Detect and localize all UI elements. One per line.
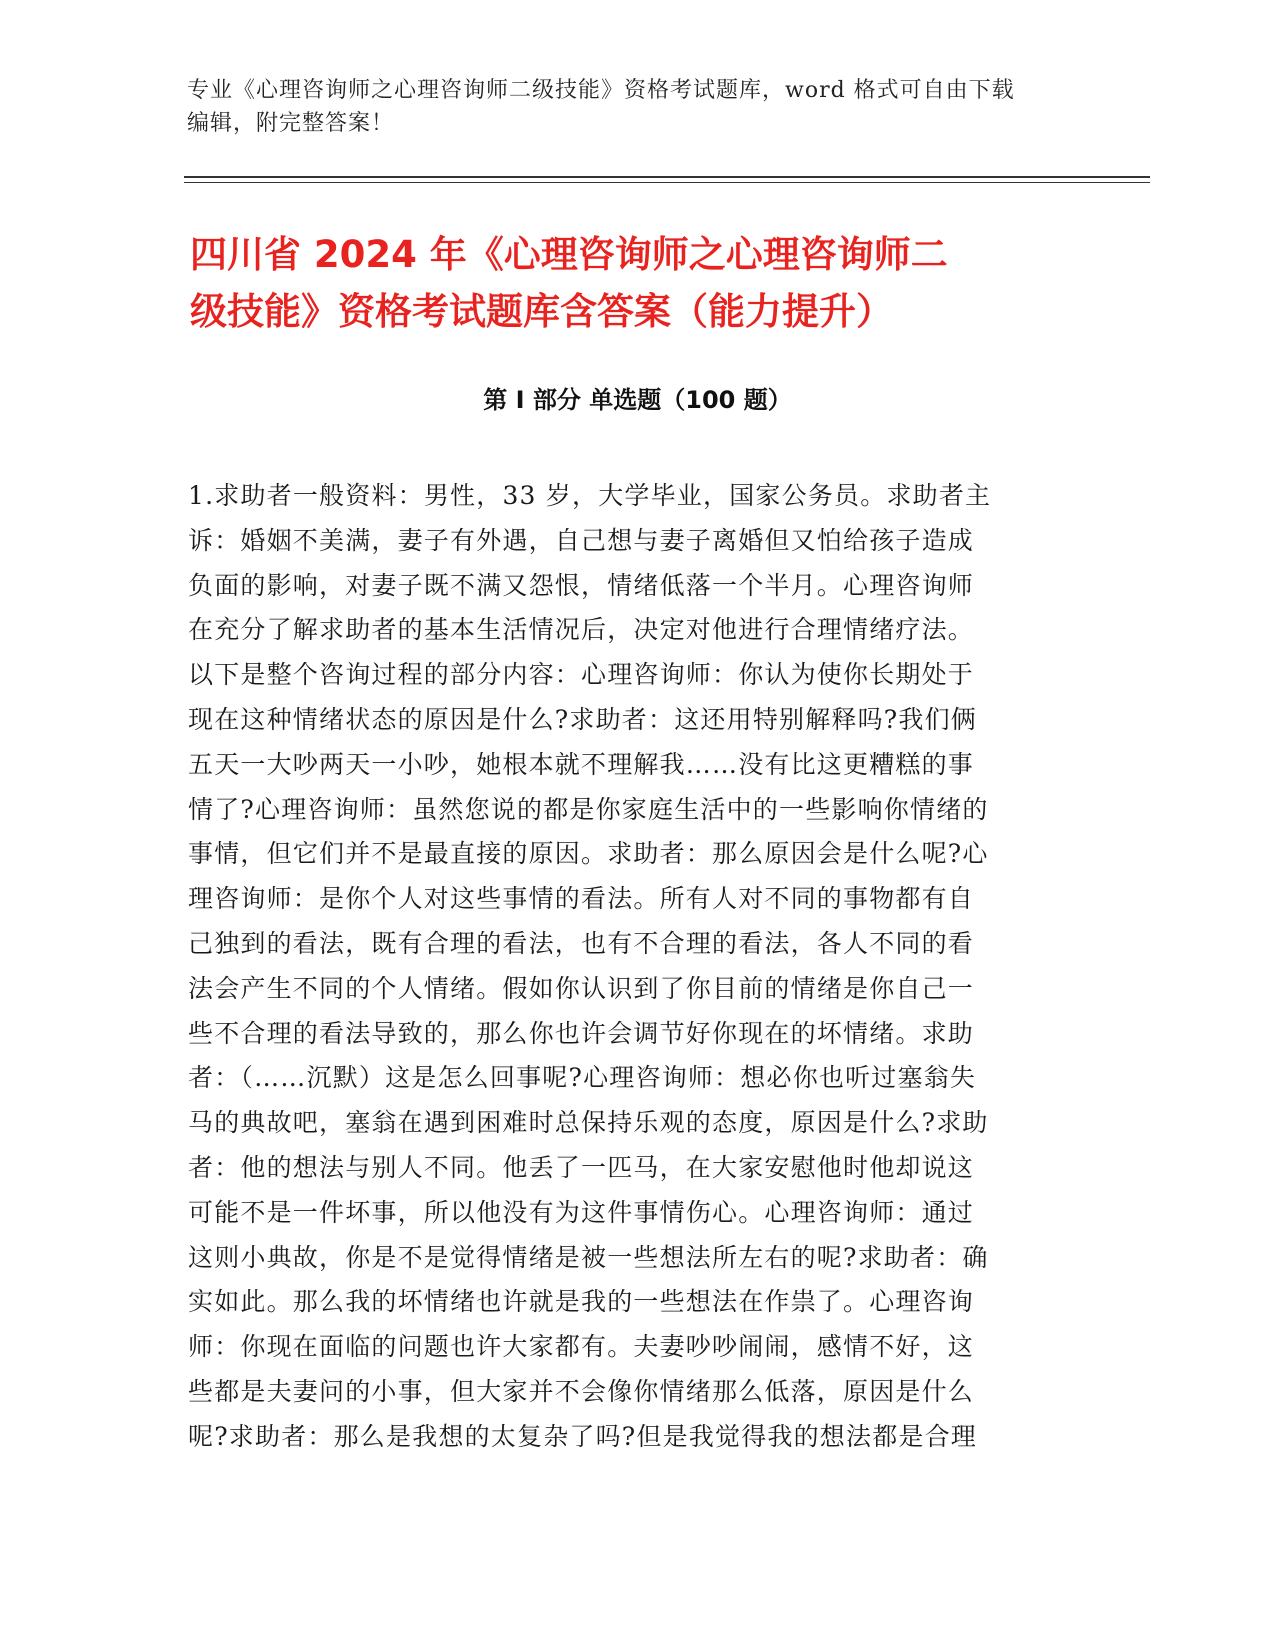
question-line: 情了?心理咨询师：虽然您说的都是你家庭生活中的一些影响你情绪的 bbox=[188, 794, 989, 824]
question-line: 师：你现在面临的问题也许大家都有。夫妻吵吵闹闹，感情不好，这 bbox=[188, 1332, 975, 1362]
question-line: 现在这种情绪状态的原因是什么?求助者：这还用特别解释吗?我们俩 bbox=[188, 704, 978, 734]
question-line: 1.求助者一般资料：男性，33 岁，大学毕业，国家公务员。求助者主 bbox=[188, 481, 992, 510]
question-line: 负面的影响，对妻子既不满又怨恨，情绪低落一个半月。心理咨询师 bbox=[188, 570, 975, 600]
question-line: 己独到的看法，既有合理的看法，也有不合理的看法，各人不同的看 bbox=[188, 928, 975, 958]
question-line: 以下是整个咨询过程的部分内容：心理咨询师：你认为使你长期处于 bbox=[188, 660, 975, 690]
header-divider-thick bbox=[184, 176, 1150, 178]
question-line: 马的典故吧，塞翁在遇到困难时总保持乐观的态度，原因是什么?求助 bbox=[188, 1108, 989, 1138]
question-line: 在充分了解求助者的基本生活情况后，决定对他进行合理情绪疗法。 bbox=[188, 615, 975, 645]
question-line: 事情，但它们并不是最直接的原因。求助者：那么原因会是什么呢?心 bbox=[188, 839, 989, 869]
question-line: 这则小典故，你是不是觉得情绪是被一些想法所左右的呢?求助者：确 bbox=[188, 1242, 989, 1272]
question-line: 可能不是一件坏事，所以他没有为这件事情伤心。心理咨询师：通过 bbox=[188, 1197, 975, 1227]
question-line: 些不合理的看法导致的，那么你也许会调节好你现在的坏情绪。求助 bbox=[188, 1018, 975, 1048]
question-line: 者：他的想法与别人不同。他丢了一匹马，在大家安慰他时他却说这 bbox=[188, 1152, 975, 1182]
question-line: 者：（……沉默）这是怎么回事呢?心理咨询师：想必你也听过塞翁失 bbox=[188, 1063, 977, 1093]
question-1 bbox=[188, 474, 1078, 1460]
question-line: 诉：婚姻不美满，妻子有外遇，自己想与妻子离婚但又怕给孩子造成 bbox=[188, 525, 975, 555]
header-divider-thin bbox=[184, 182, 1150, 183]
question-line: 法会产生不同的个人情绪。假如你认识到了你目前的情绪是你自己一 bbox=[188, 973, 975, 1003]
header-note bbox=[187, 74, 1087, 140]
document-title-line-1: 四川省 2024 年《心理咨询师之心理咨询师二 bbox=[190, 233, 948, 276]
question-line: 五天一大吵两天一小吵，她根本就不理解我……没有比这更糟糕的事 bbox=[188, 749, 975, 779]
document-title bbox=[190, 226, 1090, 340]
question-line: 呢?求助者：那么是我想的太复杂了吗?但是我觉得我的想法都是合理 bbox=[188, 1421, 978, 1451]
document-title-line-2: 级技能》资格考试题库含答案（能力提升） bbox=[190, 290, 893, 333]
section-heading: 第 I 部分 单选题（100 题） bbox=[483, 386, 792, 414]
question-line: 实如此。那么我的坏情绪也许就是我的一些想法在作祟了。心理咨询 bbox=[188, 1287, 975, 1317]
header-note-line-1: 专业《心理咨询师之心理咨询师二级技能》资格考试题库，word 格式可自由下载 bbox=[187, 78, 1015, 103]
question-line: 些都是夫妻问的小事，但大家并不会像你情绪那么低落，原因是什么 bbox=[188, 1376, 975, 1406]
header-note-line-2: 编辑，附完整答案！ bbox=[187, 111, 395, 136]
question-line: 理咨询师：是你个人对这些事情的看法。所有人对不同的事物都有自 bbox=[188, 884, 975, 914]
